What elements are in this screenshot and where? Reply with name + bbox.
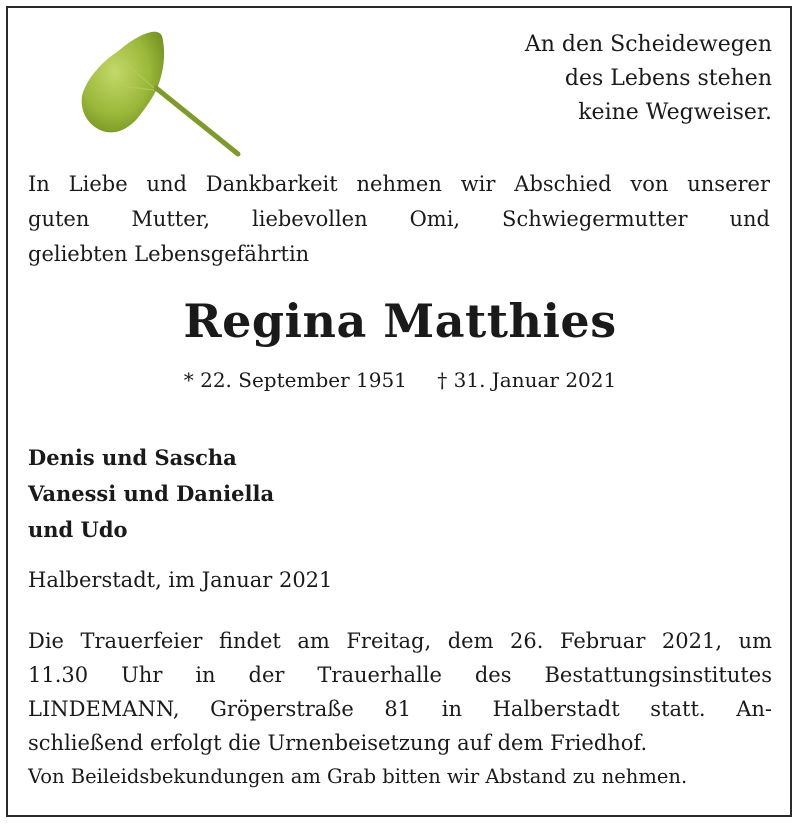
- intro-line: guten Mutter, liebevollen Omi, Schwiegermutter und: [28, 207, 770, 231]
- motto-line: An den Scheidewegen: [524, 32, 772, 57]
- service-line: Von Beileidsbekundungen am Grab bitten wir Abstand zu nehmen.: [28, 765, 688, 788]
- intro-line: geliebten Lebensgefährtin: [28, 242, 310, 266]
- ginkgo-leaf-icon: [70, 24, 250, 164]
- place-date: Halberstadt, im Januar 2021: [28, 568, 333, 592]
- intro-text: [28, 167, 770, 272]
- motto-quote: [525, 28, 772, 130]
- family-line: Denis und Sascha: [28, 445, 237, 470]
- motto-line: keine Wegweiser.: [578, 100, 772, 125]
- service-line: 11.30 Uhr in der Trauerhalle des Bestattungsinstitutes: [28, 663, 772, 687]
- family-line: und Udo: [28, 517, 128, 542]
- intro-line: In Liebe und Dankbarkeit nehmen wir Abschied von unserer: [28, 172, 770, 196]
- life-dates: [0, 368, 800, 392]
- family-names: [28, 440, 274, 548]
- birth-date: * 22. September 1951: [183, 368, 407, 392]
- service-info: [28, 624, 772, 794]
- family-line: Vanessi und Daniella: [28, 481, 275, 506]
- death-date: † 31. Januar 2021: [437, 368, 617, 392]
- service-line: Die Trauerfeier findet am Freitag, dem 26. Februar 2021, um: [28, 629, 772, 653]
- motto-line: des Lebens stehen: [564, 66, 772, 91]
- service-line: LINDEMANN, Gröperstraße 81 in Halberstadt statt. An-: [28, 697, 772, 721]
- deceased-name: Regina Matthies: [183, 294, 617, 348]
- service-line: schließend erfolgt die Urnenbeisetzung auf dem Friedhof.: [28, 731, 648, 755]
